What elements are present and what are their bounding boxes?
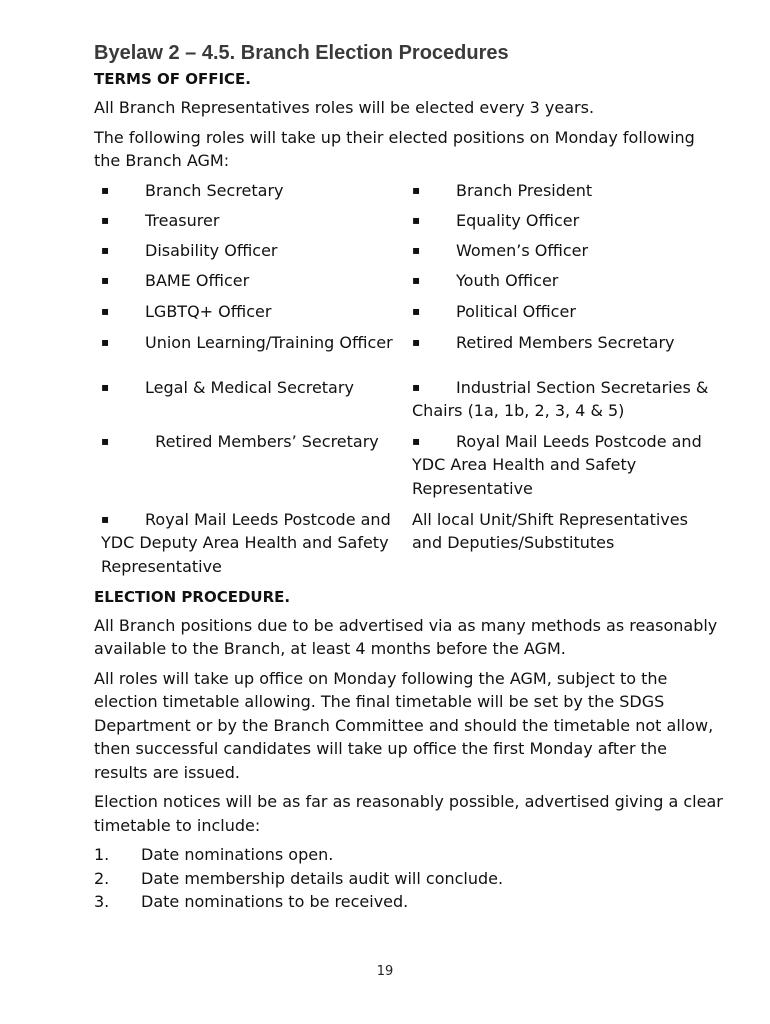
list-number: 3. — [94, 892, 110, 911]
role-left: BAME Officer — [145, 270, 250, 290]
list-text: Date nominations open. — [141, 845, 334, 864]
page-number: 19 — [376, 964, 394, 979]
role-row — [101, 179, 724, 209]
list-item — [94, 843, 724, 867]
bullet-icon: ▪ — [412, 379, 421, 394]
bullet-icon: ▪ — [101, 303, 110, 318]
role-right: Retired Members Secretary — [456, 332, 675, 352]
bullet-icon: ▪ — [101, 272, 110, 287]
bullet-icon: ▪ — [101, 433, 110, 448]
roles-list — [101, 179, 724, 584]
list-number: 1. — [94, 845, 110, 864]
election-paragraph-3: Election notices will be as far as reasonably possible, advertised giving a clear timetable to include: — [94, 792, 723, 835]
bullet-icon: ▪ — [101, 511, 110, 526]
bullet-icon: ▪ — [412, 212, 421, 227]
role-row — [101, 331, 724, 376]
role-right: Branch President — [456, 180, 593, 200]
role-right: Industrial Section Secretaries & Chairs (1a, 1b, 2, 3, 4 & 5) — [412, 377, 709, 420]
role-left: Disability Officer — [145, 240, 278, 260]
list-text: Date membership details audit will conclude. — [141, 868, 504, 888]
role-row — [101, 430, 724, 508]
document-page — [94, 40, 724, 914]
election-heading: ELECTION PROCEDURE. — [94, 587, 291, 606]
election-paragraph-2: All roles will take up office on Monday following the AGM, subject to the election timetable allowing. The final timetable will be set by the SDGS Department or by the Branch Committee and should the timetable not allow, then successful candidates will take up office the first Monday after the results are issued. — [94, 668, 714, 782]
role-right: All local Unit/Shift Representatives and Deputies/Substitutes — [412, 509, 688, 552]
role-right: Women’s Officer — [456, 240, 589, 260]
bullet-icon: ▪ — [412, 242, 421, 257]
role-right: Political Officer — [456, 301, 576, 321]
list-number: 2. — [94, 868, 110, 888]
role-left: Treasurer — [145, 210, 220, 230]
role-row — [101, 269, 724, 300]
role-right: Royal Mail Leeds Postcode and YDC Area Health and Safety Representative — [412, 431, 702, 498]
list-text: Date nominations to be received. — [141, 892, 409, 911]
role-right: Equality Officer — [456, 210, 580, 230]
role-row — [101, 300, 724, 331]
role-left: Legal & Medical Secretary — [145, 377, 354, 397]
bullet-icon: ▪ — [101, 242, 110, 257]
role-row — [101, 209, 724, 239]
role-row — [101, 376, 724, 430]
role-left: LGBTQ+ Officer — [145, 301, 272, 321]
role-left: Royal Mail Leeds Postcode and YDC Deputy Area Health and Safety Representative — [101, 509, 391, 576]
bullet-icon: ▪ — [101, 334, 110, 349]
role-row — [101, 239, 724, 269]
bullet-icon: ▪ — [412, 303, 421, 318]
list-item — [94, 867, 724, 891]
bullet-icon: ▪ — [412, 182, 421, 197]
page-title: Byelaw 2 – 4.5. Branch Election Procedures — [94, 42, 509, 64]
numbered-list — [94, 843, 724, 914]
list-item — [94, 890, 724, 914]
terms-paragraph-1: All Branch Representatives roles will be elected every 3 years. — [94, 98, 595, 117]
terms-paragraph-2: The following roles will take up their elected positions on Monday following the Branch AGM: — [94, 127, 695, 170]
role-left: Union Learning/Training Officer — [145, 332, 393, 352]
bullet-icon: ▪ — [412, 334, 421, 349]
election-paragraph-1: All Branch positions due to be advertised via as many methods as reasonably available to the Branch, at least 4 months before the AGM. — [94, 615, 718, 658]
bullet-icon: ▪ — [412, 433, 421, 448]
bullet-icon: ▪ — [101, 212, 110, 227]
bullet-icon: ▪ — [101, 182, 110, 197]
role-right: Youth Officer — [456, 270, 559, 290]
terms-heading: TERMS OF OFFICE. — [94, 70, 251, 88]
bullet-icon: ▪ — [101, 379, 110, 394]
role-left: Retired Members’ Secretary — [145, 431, 379, 451]
bullet-icon: ▪ — [412, 272, 421, 287]
role-left: Branch Secretary — [145, 180, 284, 200]
role-row — [101, 508, 724, 584]
